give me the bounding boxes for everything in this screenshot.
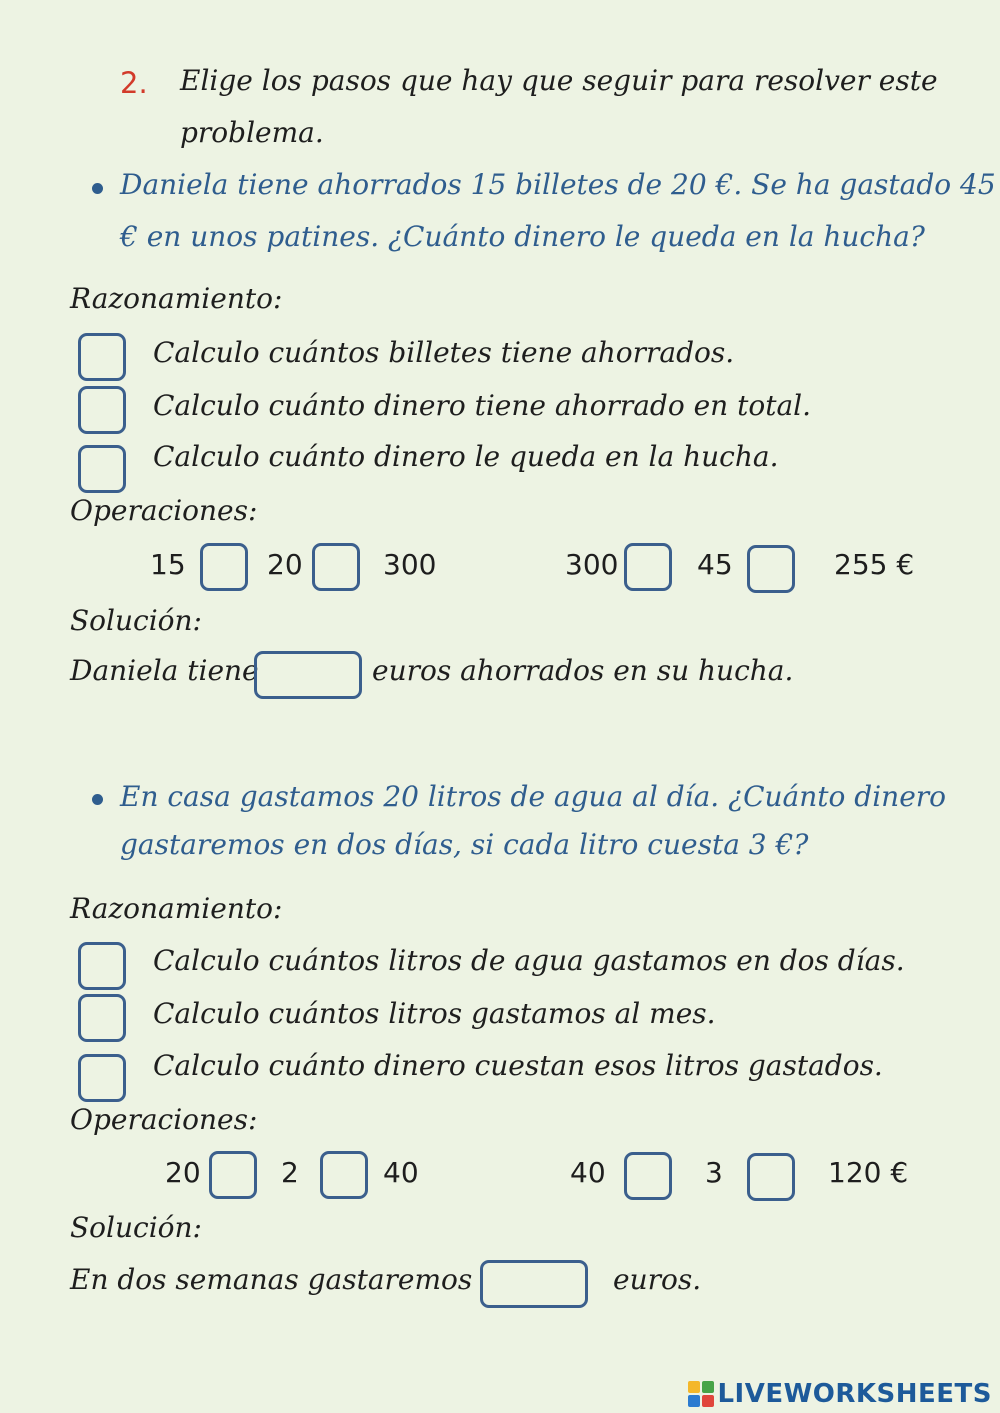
problem2-option2-checkbox[interactable] bbox=[78, 994, 126, 1042]
problem1-option1-checkbox[interactable] bbox=[78, 333, 126, 381]
problem2-option1-checkbox[interactable] bbox=[78, 942, 126, 990]
problem1-op2-b: 45 bbox=[697, 548, 733, 581]
problem1-op1-result: 300 bbox=[383, 548, 437, 581]
exercise-title-line1: Elige los pasos que hay que seguir para resolver este bbox=[180, 64, 938, 97]
problem2-solution-before: En dos semanas gastaremos bbox=[70, 1263, 473, 1296]
problem2-option2-text: Calculo cuántos litros gastamos al mes. bbox=[153, 997, 716, 1030]
liveworksheets-logo[interactable] bbox=[688, 1379, 992, 1409]
problem2-op1-b: 2 bbox=[281, 1156, 299, 1189]
problem1-op2-operator1-box[interactable] bbox=[624, 543, 672, 591]
problem1-option3-text: Calculo cuánto dinero le queda en la hucha. bbox=[153, 440, 779, 473]
problem2-statement-line1: En casa gastamos 20 litros de agua al día. ¿Cuánto dinero bbox=[120, 780, 947, 813]
problem1-option3-checkbox[interactable] bbox=[78, 445, 126, 493]
problem2-op2-operator2-box[interactable] bbox=[747, 1153, 795, 1201]
problem1-solution-answer-box[interactable] bbox=[254, 651, 362, 699]
problem2-solution-after: euros. bbox=[613, 1263, 702, 1296]
problem1-statement-line2: € en unos patines. ¿Cuánto dinero le queda en la hucha? bbox=[120, 220, 925, 253]
problem2-op2-b: 3 bbox=[705, 1156, 723, 1189]
problem2-solution-answer-box[interactable] bbox=[480, 1260, 588, 1308]
problem2-solution-label: Solución: bbox=[70, 1211, 202, 1244]
problem2-op1-result: 40 bbox=[383, 1156, 419, 1189]
liveworksheets-logo-text: LIVEWORKSHEETS bbox=[717, 1379, 992, 1409]
problem2-op1-operator1-box[interactable] bbox=[209, 1151, 257, 1199]
problem2-op1-operator2-box[interactable] bbox=[320, 1151, 368, 1199]
problem1-op2-result: 255 € bbox=[834, 548, 915, 581]
problem1-operations-label: Operaciones: bbox=[70, 494, 258, 527]
problem1-op1-a: 15 bbox=[150, 548, 186, 581]
problem2-op1-a: 20 bbox=[165, 1156, 201, 1189]
problem1-op1-operator2-box[interactable] bbox=[312, 543, 360, 591]
problem1-solution-before: Daniela tiene bbox=[70, 654, 259, 687]
problem2-operations-label: Operaciones: bbox=[70, 1103, 258, 1136]
problem2-op2-a: 40 bbox=[570, 1156, 606, 1189]
problem1-op2-a: 300 bbox=[565, 548, 619, 581]
problem2-option1-text: Calculo cuántos litros de agua gastamos en dos días. bbox=[153, 944, 905, 977]
bullet-icon bbox=[92, 183, 103, 194]
problem1-reasoning-label: Razonamiento: bbox=[70, 282, 283, 315]
exercise-number: 2. bbox=[120, 66, 148, 100]
problem1-statement-line1: Daniela tiene ahorrados 15 billetes de 20 €. Se ha gastado 45 bbox=[120, 168, 996, 201]
bullet-icon bbox=[92, 794, 103, 805]
liveworksheets-logo-icon bbox=[688, 1381, 714, 1407]
problem1-option2-text: Calculo cuánto dinero tiene ahorrado en total. bbox=[153, 389, 811, 422]
problem1-op1-b: 20 bbox=[267, 548, 303, 581]
exercise-title-line2: problema. bbox=[180, 116, 324, 149]
problem1-solution-label: Solución: bbox=[70, 604, 202, 637]
problem2-op2-operator1-box[interactable] bbox=[624, 1152, 672, 1200]
problem1-option1-text: Calculo cuántos billetes tiene ahorrados. bbox=[153, 336, 735, 369]
problem2-reasoning-label: Razonamiento: bbox=[70, 892, 283, 925]
problem1-option2-checkbox[interactable] bbox=[78, 386, 126, 434]
problem1-op1-operator1-box[interactable] bbox=[200, 543, 248, 591]
problem2-option3-checkbox[interactable] bbox=[78, 1054, 126, 1102]
problem2-op2-result: 120 € bbox=[828, 1156, 909, 1189]
problem1-solution-after: euros ahorrados en su hucha. bbox=[372, 654, 794, 687]
problem2-statement-line2: gastaremos en dos días, si cada litro cuesta 3 €? bbox=[120, 828, 809, 861]
problem1-op2-operator2-box[interactable] bbox=[747, 545, 795, 593]
problem2-option3-text: Calculo cuánto dinero cuestan esos litros gastados. bbox=[153, 1049, 883, 1082]
